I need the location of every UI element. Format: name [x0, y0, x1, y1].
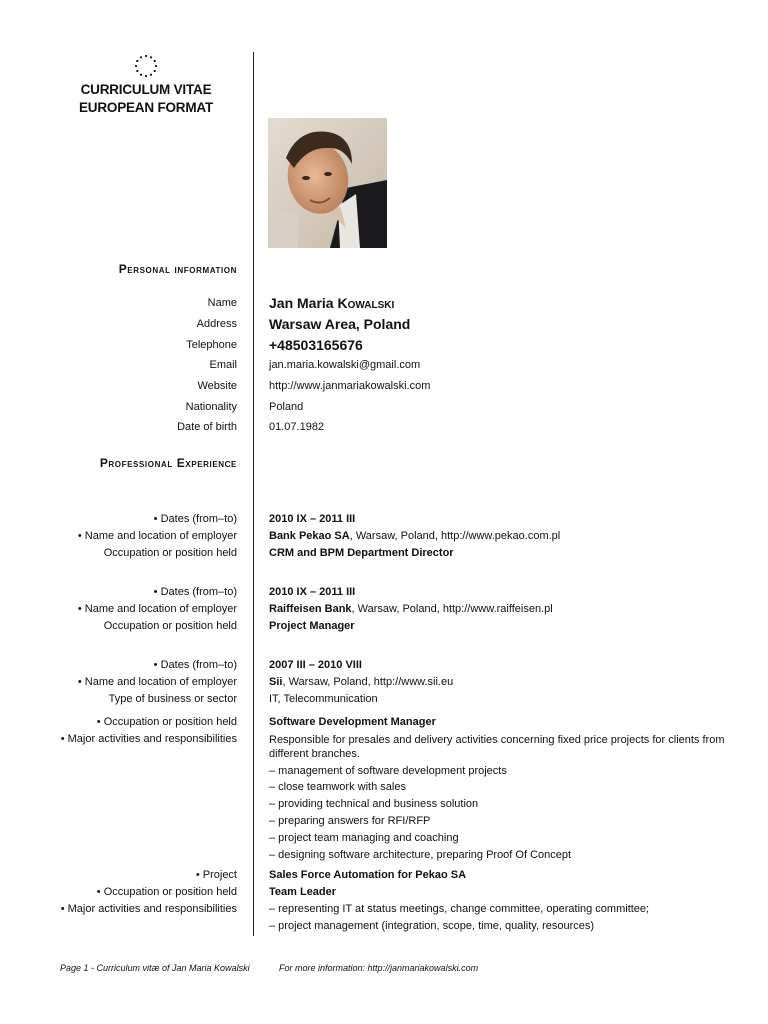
- employer-location: , Warsaw, Poland, http://www.pekao.com.pl: [349, 530, 561, 542]
- label-project: • Project: [195, 869, 237, 881]
- employer-location: , Warsaw, Poland, http://www.sii.eu: [282, 676, 454, 688]
- label-dates: • Dates (from–to): [153, 513, 237, 525]
- project-position: Team Leader: [269, 886, 337, 898]
- responsibility-item: – preparing answers for RFI/RFP: [269, 815, 431, 827]
- eu-stars-logo: [134, 54, 158, 78]
- job-employer: [269, 530, 560, 542]
- job-dates: 2010 IX – 2011 III: [269, 513, 356, 525]
- job-business-sector: IT, Telecommunication: [269, 693, 378, 705]
- employer-name: Bank Pekao SA: [269, 530, 350, 542]
- job-dates: 2007 III – 2010 VIII: [269, 659, 362, 671]
- value-date-of-birth: 01.07.1982: [269, 421, 325, 433]
- first-name: Jan Maria: [269, 295, 338, 311]
- footer-more-info: For more information: http://janmariakowalski.com: [279, 963, 479, 973]
- job-dates: 2010 IX – 2011 III: [269, 586, 356, 598]
- label-website: Website: [197, 380, 237, 392]
- project-responsibility-item: – representing IT at status meetings, change committee, operating committee;: [269, 903, 650, 915]
- label-employer: • Name and location of employer: [77, 603, 237, 615]
- label-telephone: Telephone: [186, 339, 237, 351]
- label-business-sector: Type of business or sector: [108, 693, 237, 705]
- value-website[interactable]: http://www.janmariakowalski.com: [269, 380, 431, 392]
- employer-location: , Warsaw, Poland, http://www.raiffeisen.pl: [351, 603, 553, 615]
- job-responsibilities: Responsible for presales and delivery activities concerning fixed price projects for clients from different branches.: [269, 734, 725, 760]
- responsibility-item: – providing technical and business solution: [269, 798, 479, 810]
- cv-title-line1: CURRICULUM VITAE: [80, 82, 212, 97]
- employer-name: Raiffeisen Bank: [269, 603, 352, 615]
- label-occupation: • Occupation or position held: [96, 716, 237, 728]
- label-employer: • Name and location of employer: [77, 530, 237, 542]
- label-dates: • Dates (from–to): [153, 586, 237, 598]
- job-employer: [269, 603, 553, 615]
- label-employer: • Name and location of employer: [77, 676, 237, 688]
- job-position: Software Development Manager: [269, 716, 436, 728]
- label-activities: • Major activities and responsibilities: [60, 733, 237, 745]
- label-name: Name: [207, 297, 237, 309]
- label-address: Address: [196, 318, 237, 330]
- profile-photo: [268, 118, 387, 248]
- value-email[interactable]: jan.maria.kowalski@gmail.com: [269, 359, 421, 371]
- employer-name: Sii: [269, 676, 283, 688]
- value-name: [269, 295, 394, 311]
- job-position: Project Manager: [269, 620, 355, 632]
- label-occupation: Occupation or position held: [103, 620, 237, 632]
- responsibility-item: – designing software architecture, preparing Proof Of Concept: [269, 849, 572, 861]
- section-professional-experience: Professional Experience: [99, 456, 237, 470]
- label-dates: • Dates (from–to): [153, 659, 237, 671]
- footer-page-info: Page 1 - Curriculum vitæ of Jan Maria Kowalski: [60, 963, 250, 973]
- value-nationality: Poland: [269, 401, 304, 413]
- last-name: Kowalski: [337, 295, 395, 311]
- project-name: Sales Force Automation for Pekao SA: [269, 869, 467, 881]
- label-email: Email: [209, 359, 237, 371]
- value-telephone: +48503165676: [269, 337, 363, 353]
- label-activities: • Major activities and responsibilities: [60, 903, 237, 915]
- label-occupation: Occupation or position held: [103, 547, 237, 559]
- responsibility-item: – close teamwork with sales: [269, 781, 406, 793]
- cv-title-line2: EUROPEAN FORMAT: [79, 100, 213, 115]
- project-responsibility-item: – project management (integration, scope, time, quality, resources): [269, 920, 595, 932]
- label-nationality: Nationality: [185, 401, 237, 413]
- responsibility-item: – project team managing and coaching: [269, 832, 459, 844]
- label-date-of-birth: Date of birth: [177, 421, 237, 433]
- section-personal-information: Personal information: [118, 262, 237, 276]
- label-occupation: • Occupation or position held: [96, 886, 237, 898]
- value-address: Warsaw Area, Poland: [269, 316, 411, 332]
- job-employer: [269, 676, 453, 688]
- job-position: CRM and BPM Department Director: [269, 547, 454, 559]
- responsibility-item: – management of software development projects: [269, 765, 507, 777]
- column-divider: [253, 52, 254, 936]
